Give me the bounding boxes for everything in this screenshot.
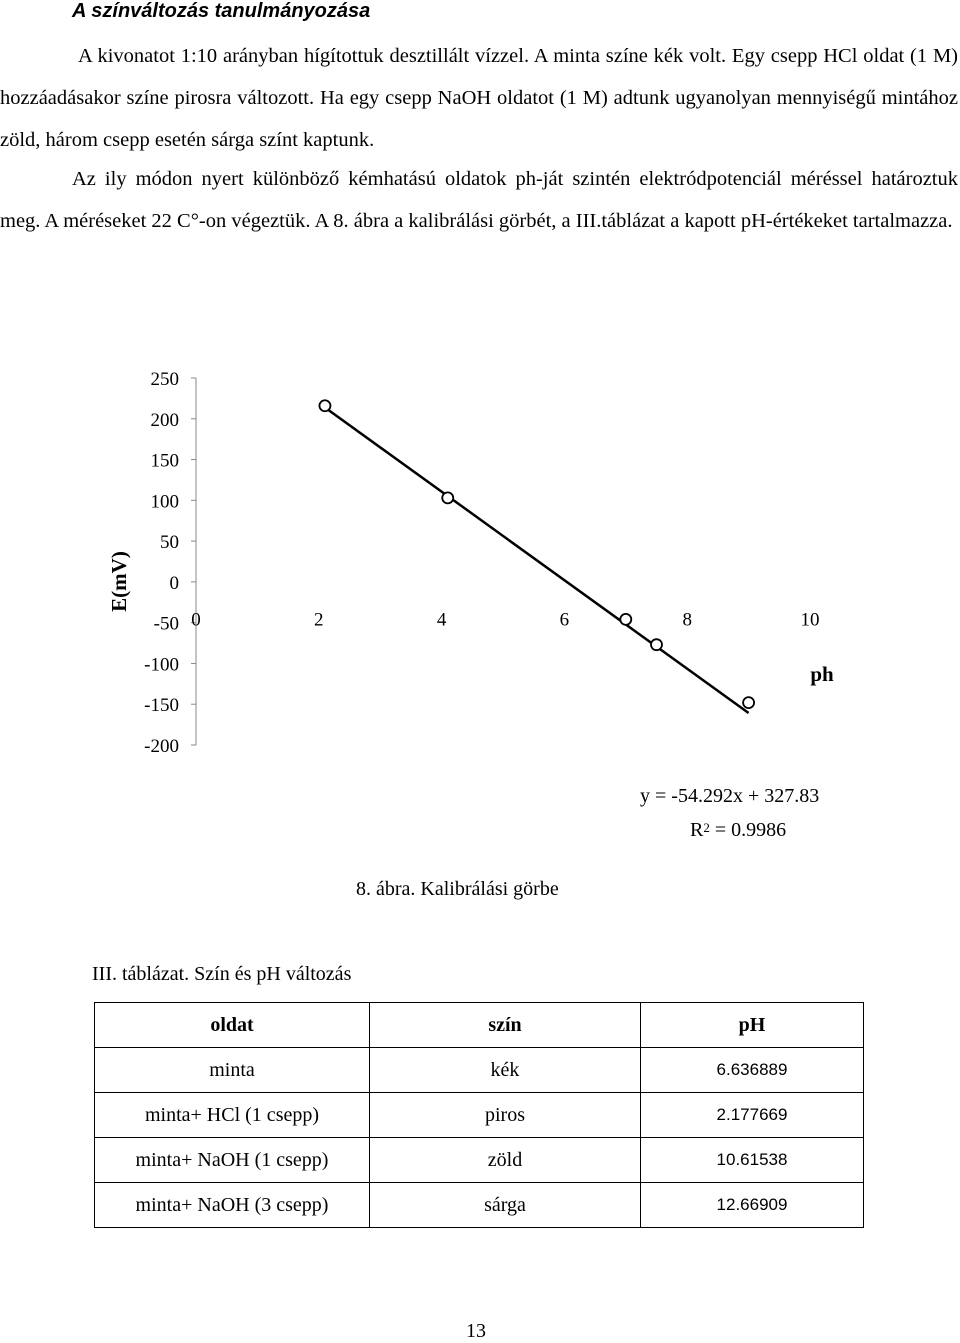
cell-ph: 12.66909 <box>641 1183 864 1228</box>
chart-axes <box>191 378 196 745</box>
x-tick-label: 10 <box>800 609 820 631</box>
data-point <box>319 400 330 411</box>
chart-x-axis-label: ph <box>810 662 834 686</box>
chart-y-axis-label: E(mV) <box>107 551 131 612</box>
data-point <box>651 639 662 650</box>
chart-points <box>319 400 754 708</box>
y-tick-label: 50 <box>160 532 179 554</box>
table-row <box>95 1093 864 1138</box>
header-szin: szín <box>370 1003 641 1048</box>
ph-results-table <box>94 1002 864 1228</box>
paragraph-method: Az ily módon nyert különböző kémhatású oldatok ph-ját szintén elektródpotenciál méréssel határoztuk meg. A méréseket 22 C°-on végeztük. A 8. ábra a kalibrálási görbét, a III.táblázat a kapott pH-értékeket tartalmazza. <box>0 168 958 232</box>
trendline <box>325 408 749 714</box>
figure-caption: 8. ábra. Kalibrálási görbe <box>356 878 559 900</box>
y-tick-label: 100 <box>150 491 179 513</box>
data-point <box>442 492 453 503</box>
x-tick-label: 8 <box>682 609 692 631</box>
table-row <box>95 1183 864 1228</box>
cell-oldat: minta+ HCl (1 csepp) <box>95 1093 370 1138</box>
cell-szin: sárga <box>370 1183 641 1228</box>
cell-oldat: minta+ NaOH (1 csepp) <box>95 1138 370 1183</box>
r-squared-suffix: = 0.9986 <box>709 819 787 841</box>
y-tick-label: -50 <box>153 613 179 635</box>
r-squared-exponent: 2 <box>703 820 710 835</box>
cell-oldat: minta <box>95 1048 370 1093</box>
table-row <box>95 1048 864 1093</box>
cell-ph: 6.636889 <box>641 1048 864 1093</box>
y-tick-label: 200 <box>150 409 179 431</box>
section-heading: A színváltozás tanulmányozása <box>72 0 371 22</box>
cell-szin: zöld <box>370 1138 641 1183</box>
cell-szin: piros <box>370 1093 641 1138</box>
data-point <box>620 614 631 625</box>
chart-y-tick-labels <box>144 369 179 757</box>
cell-szin: kék <box>370 1048 641 1093</box>
x-tick-label: 0 <box>191 609 201 631</box>
r-squared-prefix: R <box>690 819 704 841</box>
table-caption: III. táblázat. Szín és pH változás <box>92 963 352 985</box>
x-tick-label: 4 <box>436 609 447 631</box>
calibration-chart <box>0 340 960 900</box>
chart-trendline <box>325 408 749 714</box>
header-ph: pH <box>641 1003 864 1048</box>
trendline-equation: y = -54.292x + 327.83 <box>640 785 820 807</box>
y-tick-label: 250 <box>150 369 179 390</box>
r-squared-value <box>690 818 786 842</box>
paragraph-intro: A kivonatot 1:10 arányban hígítottuk desztillált vízzel. A minta színe kék volt. Egy csepp HCl oldat (1 M) hozzáadásakor színe pirosra változott. Ha egy csepp NaOH oldatot (1 M) adtunk ugyanolyan mennyiségű mintához zöld, három csepp esetén sárga színt kaptunk. <box>0 45 958 151</box>
y-tick-label: -100 <box>144 654 179 676</box>
page-number: 13 <box>466 1320 486 1342</box>
y-tick-label: -200 <box>144 736 179 757</box>
cell-ph: 10.61538 <box>641 1138 864 1183</box>
x-tick-label: 6 <box>559 609 570 631</box>
cell-ph: 2.177669 <box>641 1093 864 1138</box>
table-row <box>95 1138 864 1183</box>
header-oldat: oldat <box>95 1003 370 1048</box>
chart-x-tick-labels <box>191 610 819 631</box>
cell-oldat: minta+ NaOH (3 csepp) <box>95 1183 370 1228</box>
y-tick-label: -150 <box>144 695 179 717</box>
y-tick-label: 150 <box>150 450 179 472</box>
y-tick-label: 0 <box>169 572 179 594</box>
data-point <box>743 697 754 708</box>
table-header-row <box>95 1003 864 1048</box>
x-tick-label: 2 <box>314 609 324 631</box>
